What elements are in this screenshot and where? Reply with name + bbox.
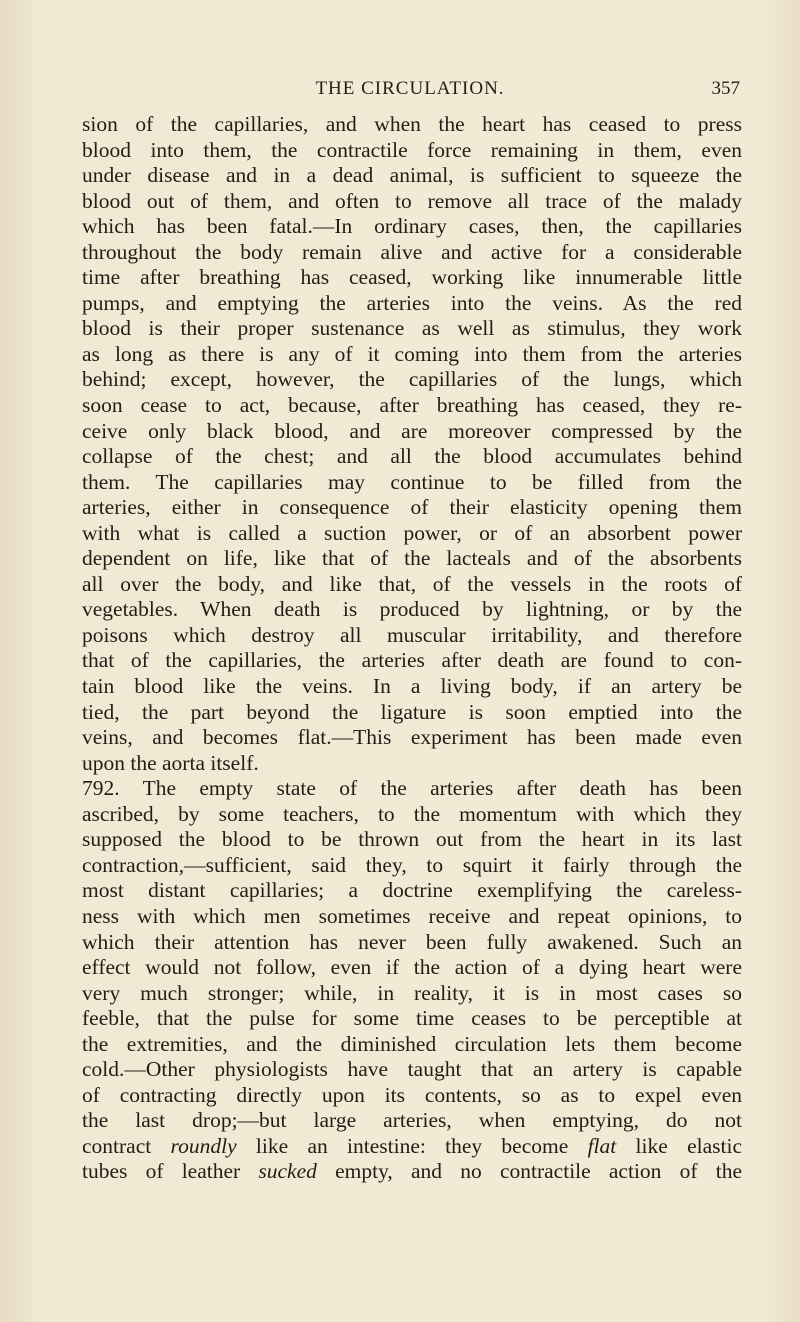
text-line: collapse of the chest; and all the blood accumulates behind <box>82 444 742 469</box>
italic-word: flat <box>587 1133 617 1158</box>
text-line: all over the body, and like that, of the vessels in the roots of <box>82 571 742 596</box>
text-line: time after breathing has ceased, working like innumerable little <box>82 265 742 290</box>
text-line-with-italics <box>82 1159 742 1185</box>
text-line: effect would not follow, even if the action of a dying heart were <box>82 955 742 980</box>
text-run: like elastic <box>616 1133 742 1158</box>
text-run: like an intestine: they become <box>236 1133 588 1158</box>
text-run: contract <box>82 1133 171 1158</box>
text-line: as long as there is any of it coming into them from the arteries <box>82 341 742 366</box>
italic-word: roundly <box>170 1133 237 1158</box>
text-line: soon cease to act, because, after breathing has ceased, they re- <box>82 393 742 418</box>
text-line: under disease and in a dead animal, is sufficient to squeeze the <box>82 163 742 188</box>
text-line: arteries, either in consequence of their elasticity opening them <box>82 495 742 520</box>
text-line: behind; except, however, the capillaries of the lungs, which <box>82 367 742 392</box>
italic-word: sucked <box>258 1159 317 1184</box>
paragraph-792-start: 792. The empty state of the arteries after death has been <box>82 776 742 801</box>
text-line: blood into them, the contractile force remaining in them, even <box>82 137 742 162</box>
text-line: the extremities, and the diminished circulation lets them become <box>82 1031 742 1056</box>
text-line: veins, and becomes flat.—This experiment has been made even <box>82 725 742 750</box>
running-head <box>80 78 740 108</box>
text-line: dependent on life, like that of the lacteals and of the absorbents <box>82 546 742 571</box>
text-line: tied, the part beyond the ligature is soon emptied into the <box>82 699 742 724</box>
text-line: of contracting directly upon its contents, so as to expel even <box>82 1082 742 1107</box>
text-line: tain blood like the veins. In a living body, if an artery be <box>82 674 742 699</box>
text-line: blood out of them, and often to remove all trace of the malady <box>82 188 742 213</box>
text-line: ness with which men sometimes receive and repeat opinions, to <box>82 903 742 928</box>
text-line: vegetables. When death is produced by lightning, or by the <box>82 597 742 622</box>
text-run: empty, and no contractile action of the <box>316 1159 742 1184</box>
text-line: that of the capillaries, the arteries after death are found to con- <box>82 648 742 673</box>
text-line: upon the aorta itself. <box>82 750 259 775</box>
text-line: ceive only black blood, and are moreover compressed by the <box>82 418 742 443</box>
text-line: most distant capillaries; a doctrine exemplifying the careless- <box>82 878 742 903</box>
text-line: with what is called a suction power, or of an absorbent power <box>82 520 742 545</box>
text-line: very much stronger; while, in reality, it is in most cases so <box>82 980 742 1005</box>
page-number: 357 <box>711 78 740 99</box>
running-title: THE CIRCULATION. <box>315 78 505 99</box>
text-line: which has been fatal.—In ordinary cases, then, the capillaries <box>82 214 742 239</box>
text-line: the last drop;—but large arteries, when emptying, do not <box>82 1108 742 1133</box>
text-line: ascribed, by some teachers, to the momentum with which they <box>82 801 742 826</box>
text-line: supposed the blood to be thrown out from the heart in its last <box>82 827 742 852</box>
text-line: contraction,—sufficient, said they, to squirt it fairly through the <box>82 852 742 877</box>
body-text <box>82 112 742 1185</box>
text-line: cold.—Other physiologists have taught that an artery is capable <box>82 1057 742 1082</box>
text-line: sion of the capillaries, and when the heart has ceased to press <box>82 112 742 136</box>
text-line: throughout the body remain alive and active for a considerable <box>82 239 742 264</box>
text-line: which their attention has never been fully awakened. Such an <box>82 929 742 954</box>
text-line: them. The capillaries may continue to be filled from the <box>82 469 742 494</box>
text-line: pumps, and emptying the arteries into the veins. As the red <box>82 290 742 315</box>
text-line-with-italics <box>82 1134 742 1160</box>
text-line: poisons which destroy all muscular irritability, and therefore <box>82 622 742 647</box>
text-line: blood is their proper sustenance as well as stimulus, they work <box>82 316 742 341</box>
text-line: feeble, that the pulse for some time ceases to be perceptible at <box>82 1006 742 1031</box>
text-run: tubes of leather <box>82 1159 259 1184</box>
